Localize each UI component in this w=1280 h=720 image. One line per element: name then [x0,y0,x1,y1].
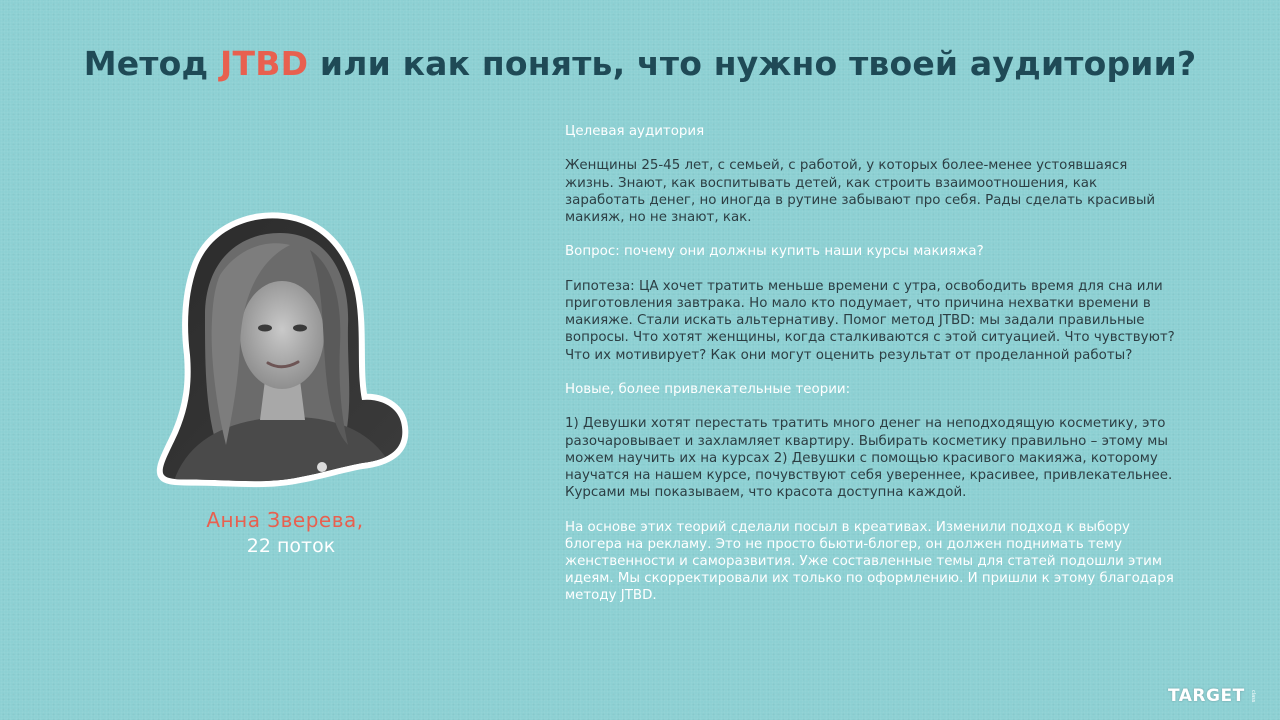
paragraph-target-audience-heading: Целевая аудитория [565,124,705,139]
logo-subtext: class [1250,690,1256,703]
paragraph-theories-heading: Новые, более привлекательные теории: [565,381,851,397]
title-accent: JTBD [220,44,309,83]
paragraph-conclusion: На основе этих теорий сделали посыл в креативах. Изменили подход к выбору блогера на рекламу. Это не просто бьюти-блогер, он должен поднимать тему женственности и саморазвития. Уже составленные темы для статей подошли этим идеям. Мы скорректировали их только по оформлению. И пришли к этому благодаря методу JTBD. [565,519,1174,604]
target-logo [1168,686,1268,712]
page-title [0,44,1280,83]
paragraph-theories: 1) Девушки хотят перестать тратить много денег на неподходящую косметику, это разочаровывает и захламляет квартиру. Выбирать косметику правильно – этому мы можем научить их на курсах 2) Девушки с помощью красивого макияжа, которому научатся на нашем курсе, почувствуют себя увереннее, красивее, привлекательнее. Курсами мы показываем, что красота доступна каждой. [565,416,1173,501]
paragraph-question: Вопрос: почему они должны купить наши курсы макияжа? [565,244,984,260]
paragraph-target-audience: Женщины 25-45 лет, с семьей, с работой, у которых более-менее устоявшаяся жизнь. Знают, как воспитывать детей, как строить взаимоотношения, как заработать денег, но иногда в рутине забывают про себя. Рады сделать красивый макияж, но не знают, как. [565,158,1156,225]
author-name: Анна Зверева, [206,508,364,532]
author-portrait [150,205,415,495]
title-suffix: или как понять, что нужно твоей аудитории? [308,44,1197,83]
title-prefix: Метод [83,44,221,83]
case-text [565,123,1175,622]
author-stream: 22 поток [246,535,336,557]
logo-text: TARGET [1168,686,1245,706]
paragraph-hypothesis: Гипотеза: ЦА хочет тратить меньше времени с утра, освободить время для сна или приготовления завтрака. Но мало кто подумает, что причина нехватки времени в макияже. Стали искать альтернативу. Помог метод JTBD: мы задали правильные вопросы. Что хотят женщины, когда сталкиваются с этой ситуацией. Что чувствуют? Что их мотивирует? Как они могут оценить результат от проделанной работы? [565,278,1175,363]
